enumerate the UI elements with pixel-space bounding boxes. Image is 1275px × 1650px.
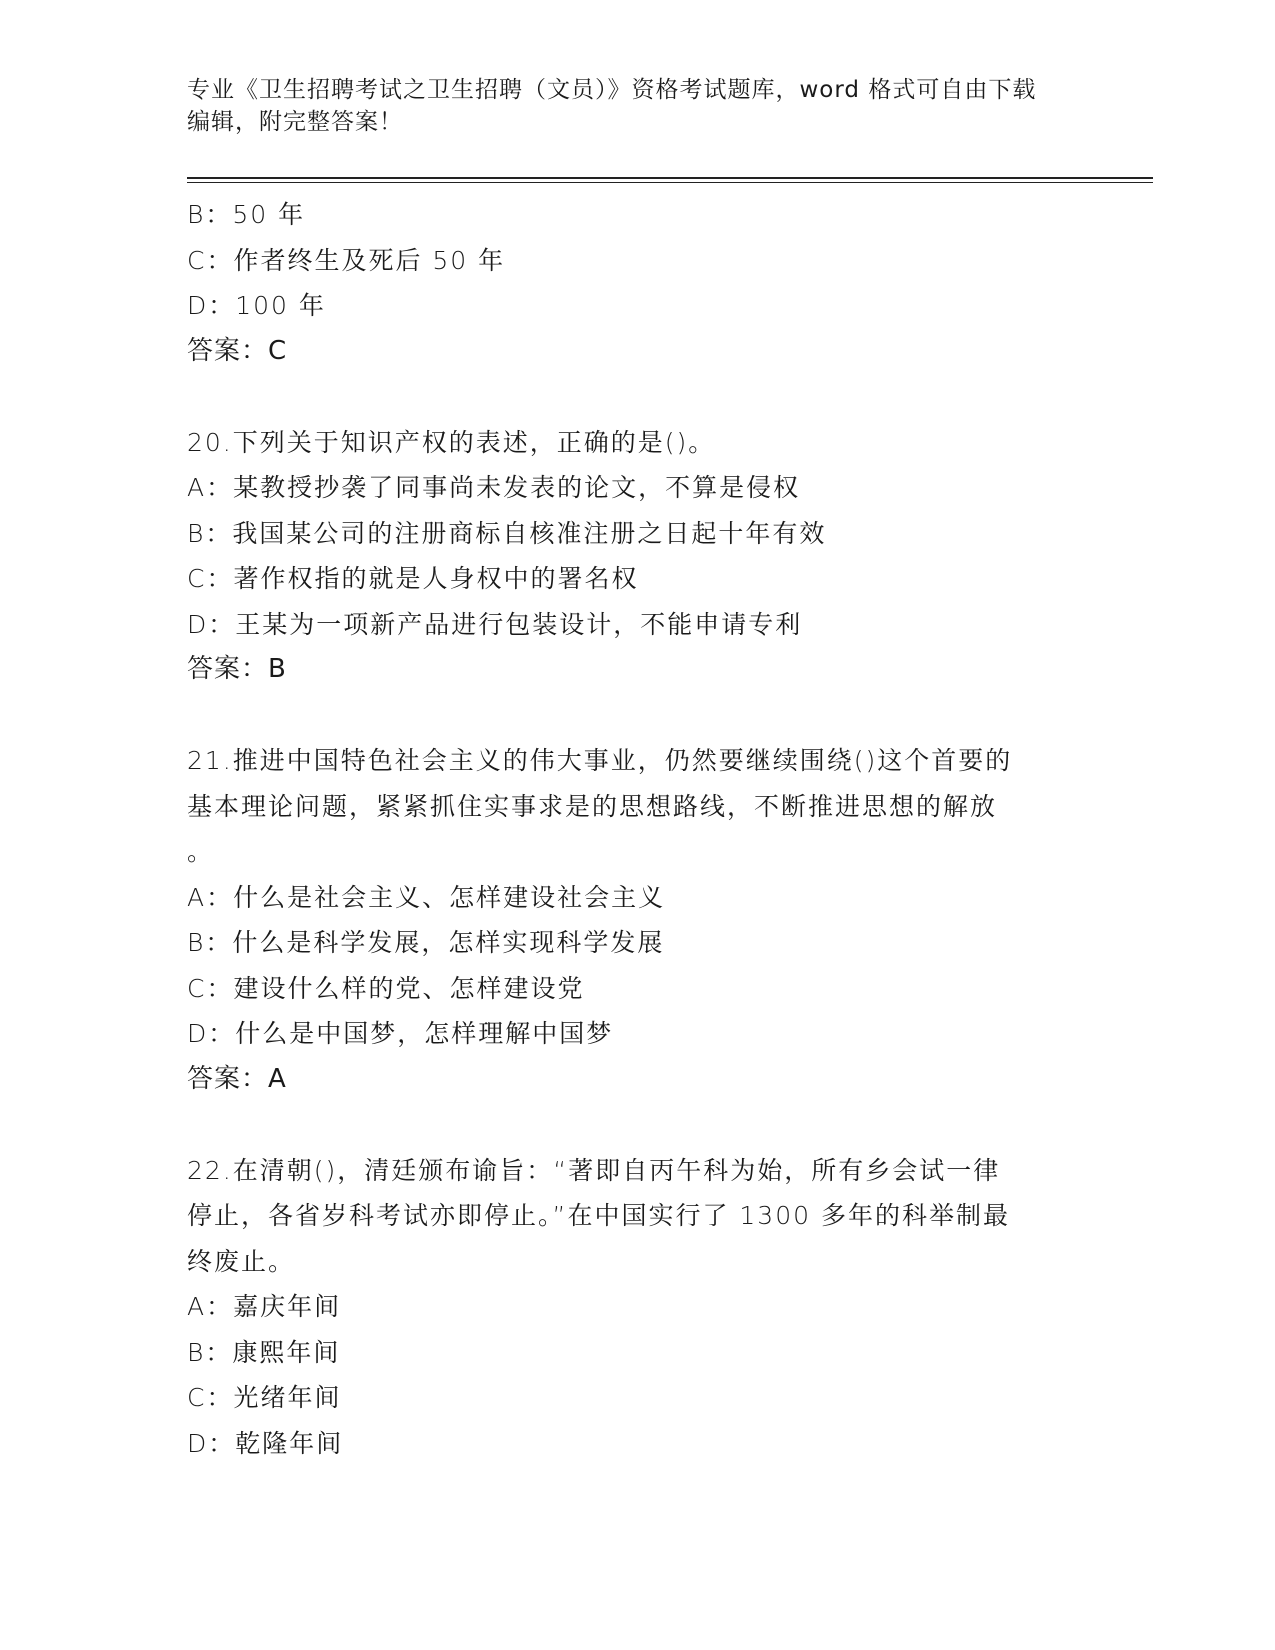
question-19: [187, 192, 1087, 374]
q22-option-b: B：康熙年间: [187, 1337, 341, 1367]
q21-option-d: D：什么是中国梦，怎样理解中国梦: [187, 1019, 614, 1048]
q20-answer: 答案：B: [187, 654, 287, 684]
q21-option-b: B：什么是科学发展，怎样实现科学发展: [187, 928, 665, 957]
question-20: [187, 420, 1087, 693]
q22-option-c: C：光绪年间: [187, 1383, 342, 1412]
question-21: [187, 738, 1087, 1102]
q21-option-a: A：什么是社会主义、怎样建设社会主义: [187, 882, 666, 912]
q20-option-d: D：王某为一项新产品进行包装设计，不能申请专利: [187, 609, 803, 639]
document-header: [187, 74, 1067, 138]
header-rule-thick: [187, 177, 1153, 179]
q22-option-d: D：乾隆年间: [187, 1428, 344, 1458]
q19-answer: 答案：C: [187, 335, 288, 366]
question-22: [187, 1148, 1087, 1467]
spacer: [187, 693, 1087, 739]
q20-option-a: A：某教授抄袭了同事尚未发表的论文，不算是侵权: [187, 473, 801, 502]
q19-option-b: B：50 年: [187, 200, 306, 229]
header-rule-thin: [187, 182, 1153, 183]
spacer: [187, 374, 1087, 420]
header-line-2: 编辑，附完整答案！: [187, 109, 403, 135]
q21-question-line-1: 21.推进中国特色社会主义的伟大事业，仍然要继续围绕()这个首要的: [187, 746, 1013, 775]
q21-question-line-3: 。: [187, 837, 215, 866]
q20-option-b: B：我国某公司的注册商标自核准注册之日起十年有效: [187, 518, 827, 548]
spacer: [187, 1102, 1087, 1148]
q20-option-c: C：著作权指的就是人身权中的署名权: [187, 564, 639, 593]
question-list: [187, 192, 1087, 1466]
q21-answer: 答案：A: [187, 1063, 287, 1094]
q22-question-line-3: 终废止。: [187, 1246, 296, 1276]
q21-option-c: C：建设什么样的党、怎样建设党: [187, 973, 585, 1003]
q20-question: 20.下列关于知识产权的表述，正确的是()。: [187, 427, 716, 457]
q22-question-line-1: 22.在清朝()，清廷颁布谕旨：“著即自丙午科为始，所有乡会试一律: [187, 1155, 1001, 1185]
q19-option-c: C：作者终生及死后 50 年: [187, 245, 506, 275]
q22-option-a: A：嘉庆年间: [187, 1292, 342, 1321]
q21-question-line-2: 基本理论问题，紧紧抓住实事求是的思想路线，不断推进思想的解放: [187, 791, 998, 821]
q22-question-line-2: 停止，各省岁科考试亦即停止。”在中国实行了 1300 多年的科举制最: [187, 1201, 1010, 1230]
q19-option-d: D：100 年: [187, 291, 326, 320]
header-line-1: 专业《卫生招聘考试之卫生招聘（文员）》资格考试题库，word 格式可自由下载: [187, 77, 1037, 103]
